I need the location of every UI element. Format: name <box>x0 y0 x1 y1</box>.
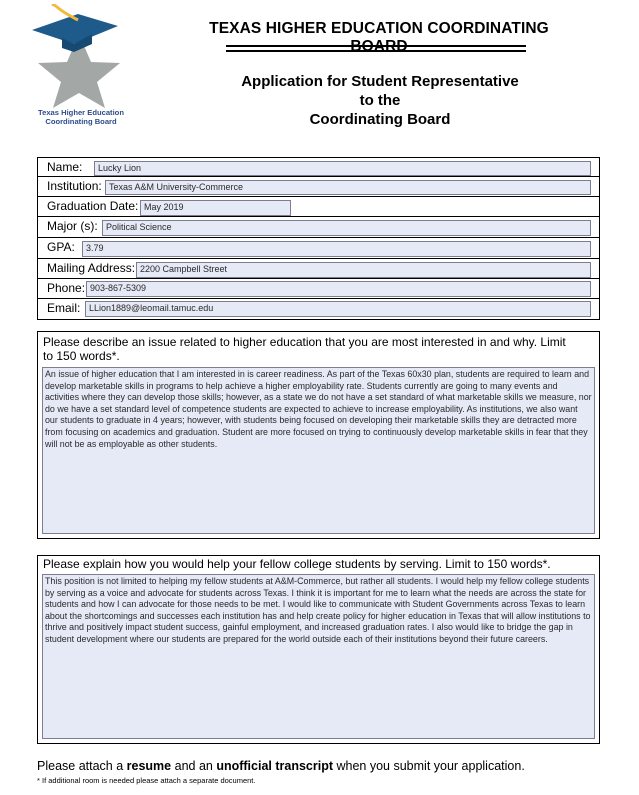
title-rule-bottom <box>226 50 526 52</box>
attachment-instructions <box>37 759 525 773</box>
attach-prefix: Please attach a <box>37 759 127 773</box>
gpa-label: GPA: <box>47 240 75 254</box>
service-answer-textarea[interactable]: This position is not limited to helping my fellow students at A&M-Commerce, but rather all students. I would help my fellow college students by serving as a voice and advocate for students across Texas. I think it is important for me to learn what the needs are across the state for students and how I can advocate for those needs to be met. I would like to communicate with Student Governments across Texas to learn about the shortcomings and successes each institution has and help create policy for higher education in Texas that will allow institutions to thrive and positively impact student success, gainful employment, and increased graduation rates. I also would like to bridge the gap in student development where our students are prepared for the world outside each of their institutions beyond their future careers. <box>42 574 595 739</box>
issue-question-prompt-line1: Please describe an issue related to higher education that you are most interested in and why. Limit <box>43 335 566 349</box>
attach-suffix: when you submit your application. <box>333 759 525 773</box>
gpa-row <box>38 238 599 259</box>
star-graduation-cap-icon <box>22 4 140 108</box>
mailing-address-field[interactable]: 2200 Campbell Street <box>136 262 591 278</box>
transcript-text: unofficial transcript <box>216 759 334 773</box>
logo-text-line2: Coordinating Board <box>45 117 117 126</box>
phone-label: Phone: <box>47 281 86 295</box>
graduation-date-field[interactable]: May 2019 <box>140 200 291 216</box>
application-title-line2: to the <box>359 92 401 109</box>
email-field[interactable]: LLion1889@leomail.tamuc.edu <box>85 301 591 317</box>
mailing-address-label: Mailing Address: <box>47 261 136 275</box>
major-row <box>38 217 599 238</box>
thecb-logo <box>22 4 140 126</box>
organization-title: TEXAS HIGHER EDUCATION COORDINATING <box>209 20 549 37</box>
name-row <box>38 158 599 177</box>
email-row <box>38 299 599 319</box>
institution-row <box>38 177 599 197</box>
issue-question-prompt-line2: to 150 words*. <box>43 349 120 363</box>
service-question-prompt: Please explain how you would help your fellow college students by serving. Limit to 150 words*. <box>43 557 551 571</box>
service-question-box <box>37 555 600 744</box>
institution-field[interactable]: Texas A&M University-Commerce <box>105 180 591 195</box>
application-title-line3: Coordinating Board <box>309 111 451 128</box>
graduation-date-row <box>38 197 599 217</box>
phone-field[interactable]: 903-867-5309 <box>86 281 591 297</box>
application-title-line1: Application for Student Representative <box>241 73 519 90</box>
email-label: Email: <box>47 301 81 315</box>
resume-text: resume <box>126 759 172 773</box>
attach-mid: and an <box>171 759 217 773</box>
name-label: Name: <box>47 160 83 174</box>
gpa-field[interactable]: 3.79 <box>82 241 591 257</box>
mailing-address-row <box>38 259 599 279</box>
graduation-date-label: Graduation Date: <box>47 199 139 213</box>
institution-label: Institution: <box>47 179 102 193</box>
major-label: Major (s): <box>47 219 98 233</box>
phone-row <box>38 279 599 299</box>
applicant-info-form <box>37 157 600 320</box>
logo-text-line1: Texas Higher Education <box>38 108 124 117</box>
footnote: * If additional room is needed please attach a separate document. <box>37 776 256 785</box>
issue-question-box <box>37 331 600 539</box>
title-rule-top <box>226 45 526 47</box>
major-field[interactable]: Political Science <box>102 220 591 236</box>
name-field[interactable]: Lucky Lion <box>94 161 591 176</box>
issue-answer-textarea[interactable]: An issue of higher education that I am interested in is career readiness. As part of the Texas 60x30 plan, students are required to learn and develop marketable skills in programs to help achieve a higher employability rate. Students currently are going to many events and activities where they can develop those skills; however, as a state we do not have a set standard of what marketable skills we measure, nor do we have a set standard level of competence students are expected to achieve to increase employability. As institutions, we also want our students to graduate in 4 years; however, with students being focused on developing their marketable skills they are detracted more from focusing on academics and graduation. Student are more focused on trying to continuously develop marketable skills in fear that they will not be as employable as other students. <box>42 367 595 534</box>
